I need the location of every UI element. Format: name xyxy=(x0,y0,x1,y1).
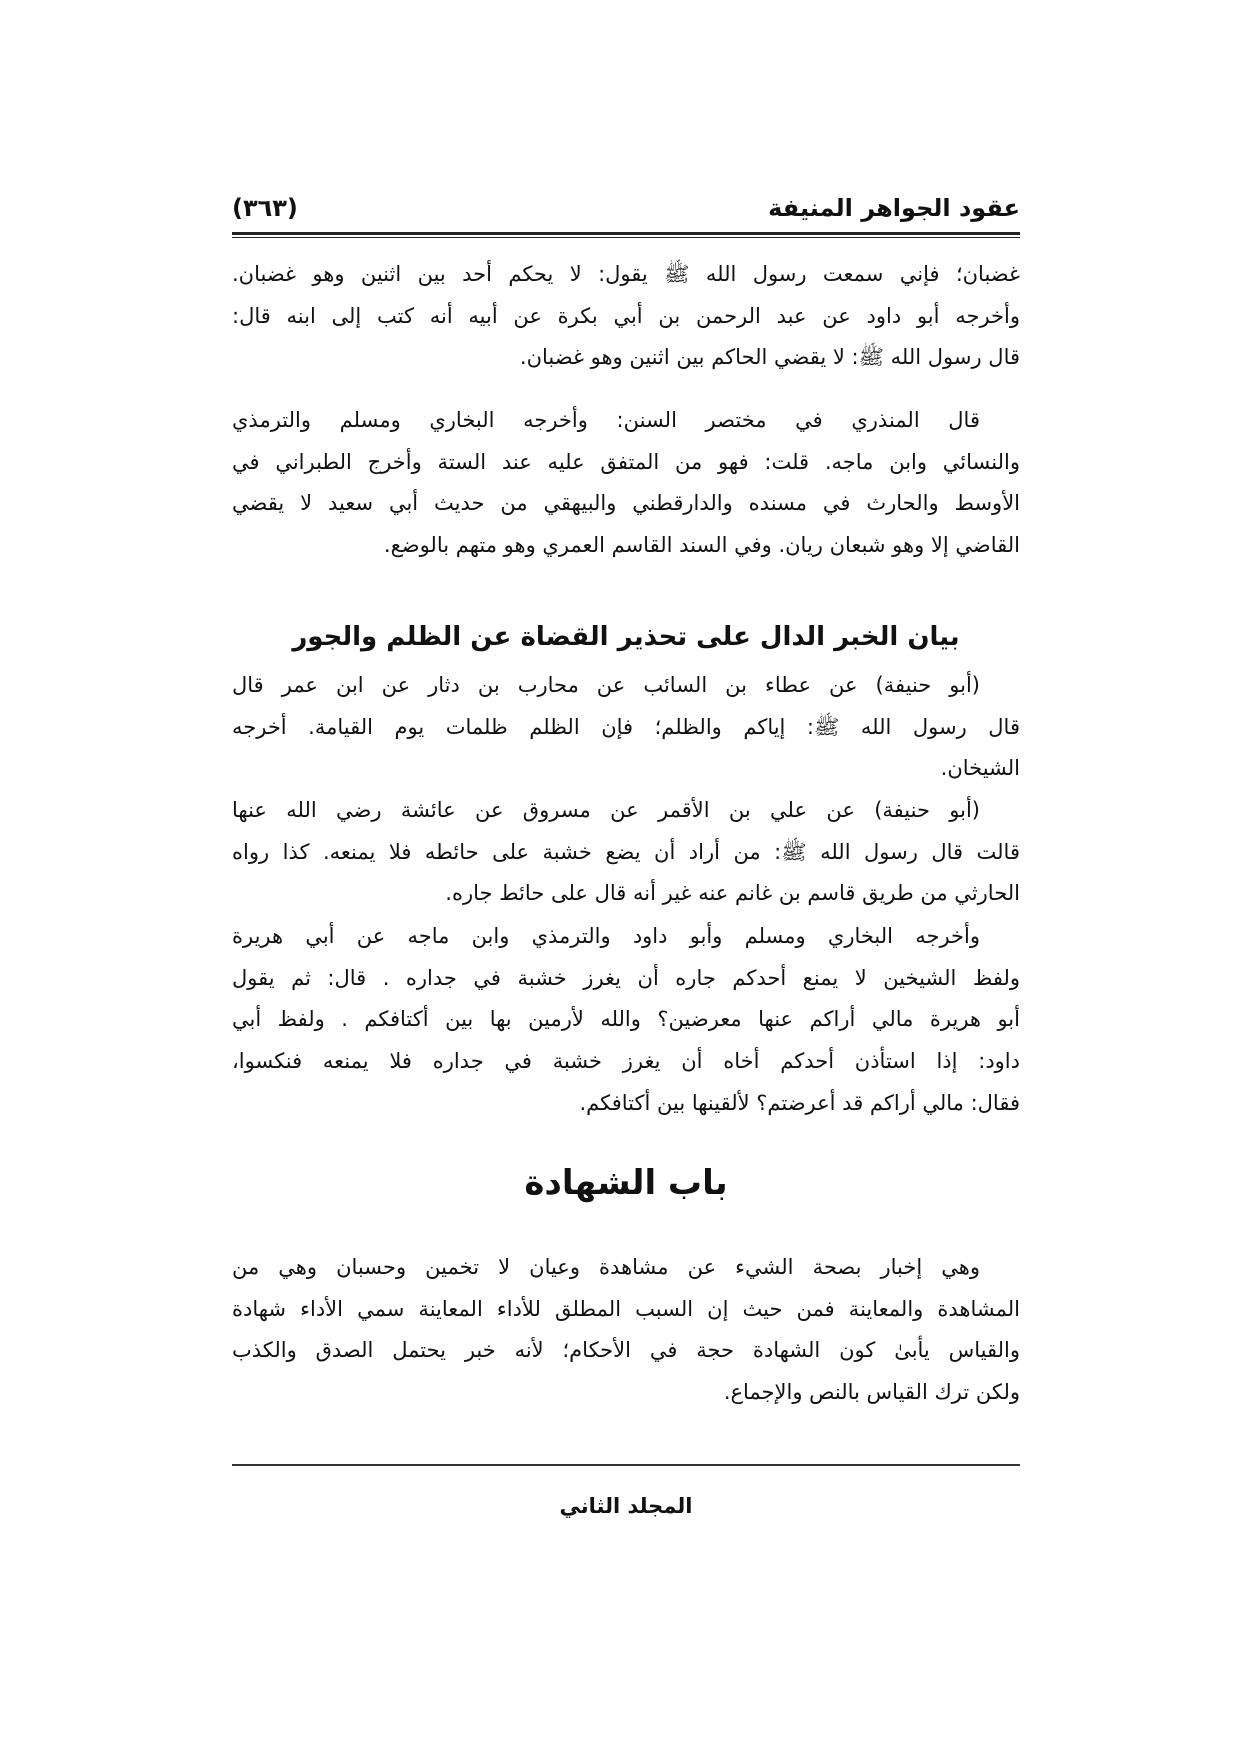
text-line: والنسائي وابن ماجه. قلت: فهو من المتفق عليه عند الستة وأخرج الطبراني في xyxy=(232,449,1020,474)
paragraph-5 xyxy=(232,916,1020,1124)
header-rule xyxy=(232,232,1020,238)
paragraph-6 xyxy=(232,1247,1020,1414)
page-number: (٣٦٣) xyxy=(232,194,298,222)
footer-rule xyxy=(232,1464,1020,1466)
text-line: (أبو حنيفة) عن عطاء بن السائب عن محارب بن دثار عن ابن عمر قال xyxy=(232,673,980,697)
volume-label: المجلد الثاني xyxy=(559,1494,693,1518)
running-header xyxy=(232,188,1020,228)
text-line: ولفظ الشيخين لا يمنع أحدكم جاره أن يغرز خشبة في جداره . قال: ثم يقول xyxy=(232,965,1020,990)
text-line: الحارثي من طريق قاسم بن غانم عنه غير أنه قال على حائط جاره. xyxy=(445,881,1020,906)
text-line: والقياس يأبىٰ كون الشهادة حجة في الأحكام؛ لأنه خبر يحتمل الصدق والكذب xyxy=(232,1338,1020,1363)
text-line: المشاهدة والمعاينة فمن حيث إن السبب المطلق للأداء المعاينة سمي الأداء شهادة xyxy=(232,1296,1020,1321)
text-line: أبو هريرة مالي أراكم عنها معرضين؟ والله لأرمين بها بين أكتافكم . ولفظ أبي xyxy=(232,1007,1020,1032)
text-line: الشيخان. xyxy=(940,756,1020,781)
text-line: وهي إخبار بصحة الشيء عن مشاهدة وعيان لا تخمين وحسبان وهي من xyxy=(232,1255,980,1279)
paragraph-2 xyxy=(232,400,1020,567)
text-line: قال رسول الله ﷺ: لا يقضي الحاكم بين اثنين وهو غضبان. xyxy=(519,345,1020,370)
paragraph-1 xyxy=(232,254,1020,379)
text-line: داود: إذا استأذن أحدكم أخاه أن يغرز خشبة في جداره فلا يمنعه فنكسوا، xyxy=(232,1049,1020,1074)
text-line: فقال: مالي أراكم قد أعرضتم؟ لألقينها بين أكتافكم. xyxy=(579,1090,1020,1115)
text-line: قال رسول الله ﷺ: إياكم والظلم؛ فإن الظلم ظلمات يوم القيامة. أخرجه xyxy=(232,714,1020,739)
text-line: القاضي إلا وهو شبعان ريان. وفي السند القاسم العمري وهو متهم بالوضع. xyxy=(383,533,1020,558)
paragraph-3 xyxy=(232,665,1020,790)
chapter-heading: باب الشهادة xyxy=(524,1163,728,1203)
text-line: غضبان؛ فإني سمعت رسول الله ﷺ يقول: لا يحكم أحد بين اثنين وهو غضبان. xyxy=(232,262,1020,286)
section-heading: بيان الخبر الدال على تحذير القضاة عن الظلم والجور xyxy=(292,622,960,652)
paragraph-4 xyxy=(232,790,1020,915)
book-title: عقود الجواهر المنيفة xyxy=(768,194,1020,222)
text-line: ولكن ترك القياس بالنص والإجماع. xyxy=(723,1380,1020,1405)
text-line: (أبو حنيفة) عن علي بن الأقمر عن مسروق عن عائشة رضي الله عنها xyxy=(232,798,980,822)
text-line: قالت قال رسول الله ﷺ: من أراد أن يضع خشبة على حائطه فلا يمنعه. كذا رواه xyxy=(232,839,1020,864)
text-line: وأخرجه البخاري ومسلم وأبو داود والترمذي وابن ماجه عن أبي هريرة xyxy=(232,924,980,948)
text-line: قال المنذري في مختصر السنن: وأخرجه البخاري ومسلم والترمذي xyxy=(232,408,980,432)
text-line: الأوسط والحارث في مسنده والدارقطني والبيهقي من حديث أبي سعيد لا يقضي xyxy=(232,491,1020,516)
text-line: وأخرجه أبو داود عن عبد الرحمن بن أبي بكرة عن أبيه أنه كتب إلى ابنه قال: xyxy=(232,303,1020,328)
